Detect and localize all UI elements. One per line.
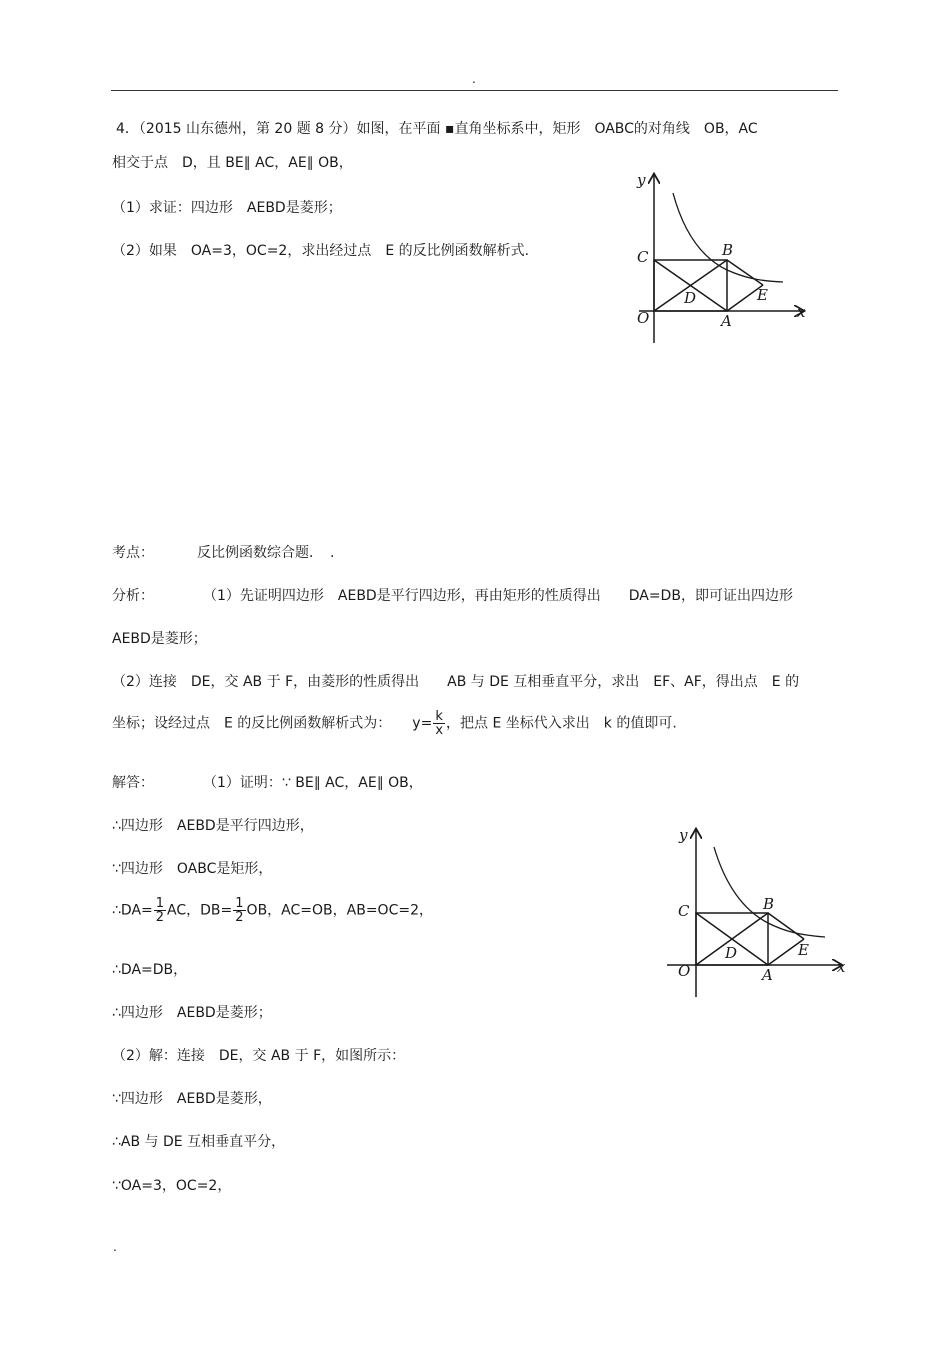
s4-pre: ∴DA= [112,902,153,919]
fraction-k-over-x [433,710,445,737]
problem-line-2: 相交于点 D，且 BE∥ AC，AE∥ OB， [112,155,353,171]
label-d: D [684,289,697,307]
label-y: y [679,826,688,844]
label-y: y [637,171,646,189]
fraction-numerator: 1 [155,896,165,911]
fraction-denominator: 2 [235,910,244,925]
fenxi-part-1a: （1）先证明四边形 AEBD是平行四边形，再由矩形的性质得出 DA=DB，即可证出四边形 [203,588,793,604]
header-dot: . [472,72,476,86]
kaodian-text: 反比例函数综合题． . [197,545,335,561]
fraction-denominator: 2 [155,910,165,925]
solution-line-4 [112,897,433,924]
hyperbola-curve [673,193,783,282]
fenxi-part-2b [112,710,677,737]
s4-mid: AC，DB= [167,902,233,919]
label-x: x [797,303,806,321]
jieda-label: 解答： [112,775,154,791]
hyperbola-curve [714,847,825,937]
solution-line-7: （2）解：连接 DE，交 AB 于 F，如图所示： [112,1048,406,1064]
header-rule [111,90,838,91]
label-b: B [722,241,734,259]
solution-line-8: ∵四边形 AEBD是菱形， [112,1091,272,1107]
label-c: C [678,902,690,920]
coordinate-figure-2 [663,822,853,1002]
coordinate-figure-1 [625,165,825,350]
label-b: B [763,895,775,913]
solution-line-1: （1）证明：∵ BE∥ AC，AE∥ OB， [203,775,423,791]
label-x: x [837,958,846,976]
label-e: E [757,286,768,304]
label-c: C [637,248,649,266]
fenxi-2b-post: ，把点 E 坐标代入求出 k 的值即可. [446,715,677,732]
s4-post: OB，AC=OB，AB=OC=2， [246,902,433,919]
fenxi-2b-pre: 坐标；设经过点 E 的反比例函数解析式为： y= [112,715,433,732]
footer-dot: . [113,1240,117,1254]
solution-line-10: ∵OA=3，OC=2， [112,1178,232,1194]
fenxi-label: 分析： [112,588,154,604]
fenxi-part-2a: （2）连接 DE，交 AB 于 F，由菱形的性质得出 AB 与 DE 互相垂直平分，求出 EF、AF，得出点 E 的 [112,674,800,690]
fraction-one-half-1 [154,897,166,924]
label-d: D [725,944,738,962]
fraction-one-half-2 [233,897,245,924]
label-a: A [762,966,773,984]
question-2: （2）如果 OA=3，OC=2，求出经过点 E 的反比例函数解析式. [112,243,530,259]
solution-line-9: ∴AB 与 DE 互相垂直平分， [112,1134,286,1150]
fenxi-part-1b: AEBD是菱形； [112,631,207,647]
label-a: A [721,312,732,330]
solution-line-5: ∴DA=DB， [112,962,188,978]
solution-line-3: ∵四边形 OABC是矩形， [112,861,273,877]
question-1: （1）求证：四边形 AEBD是菱形； [112,200,342,216]
label-o: O [637,309,650,327]
fraction-numerator: 1 [235,896,244,911]
label-o: O [678,962,691,980]
solution-line-6: ∴四边形 AEBD是菱形； [112,1005,272,1021]
problem-line-1: 4．（2015 山东德州，第 20 题 8 分）如图，在平面 ▪直角坐标系中，矩形 OABC的对角线 OB，AC [116,121,758,137]
fraction-denominator: x [435,723,444,738]
fraction-numerator: k [433,710,445,724]
solution-line-2: ∴四边形 AEBD是平行四边形， [112,818,314,834]
kaodian-label: 考点： [112,545,154,561]
label-e: E [798,941,809,959]
